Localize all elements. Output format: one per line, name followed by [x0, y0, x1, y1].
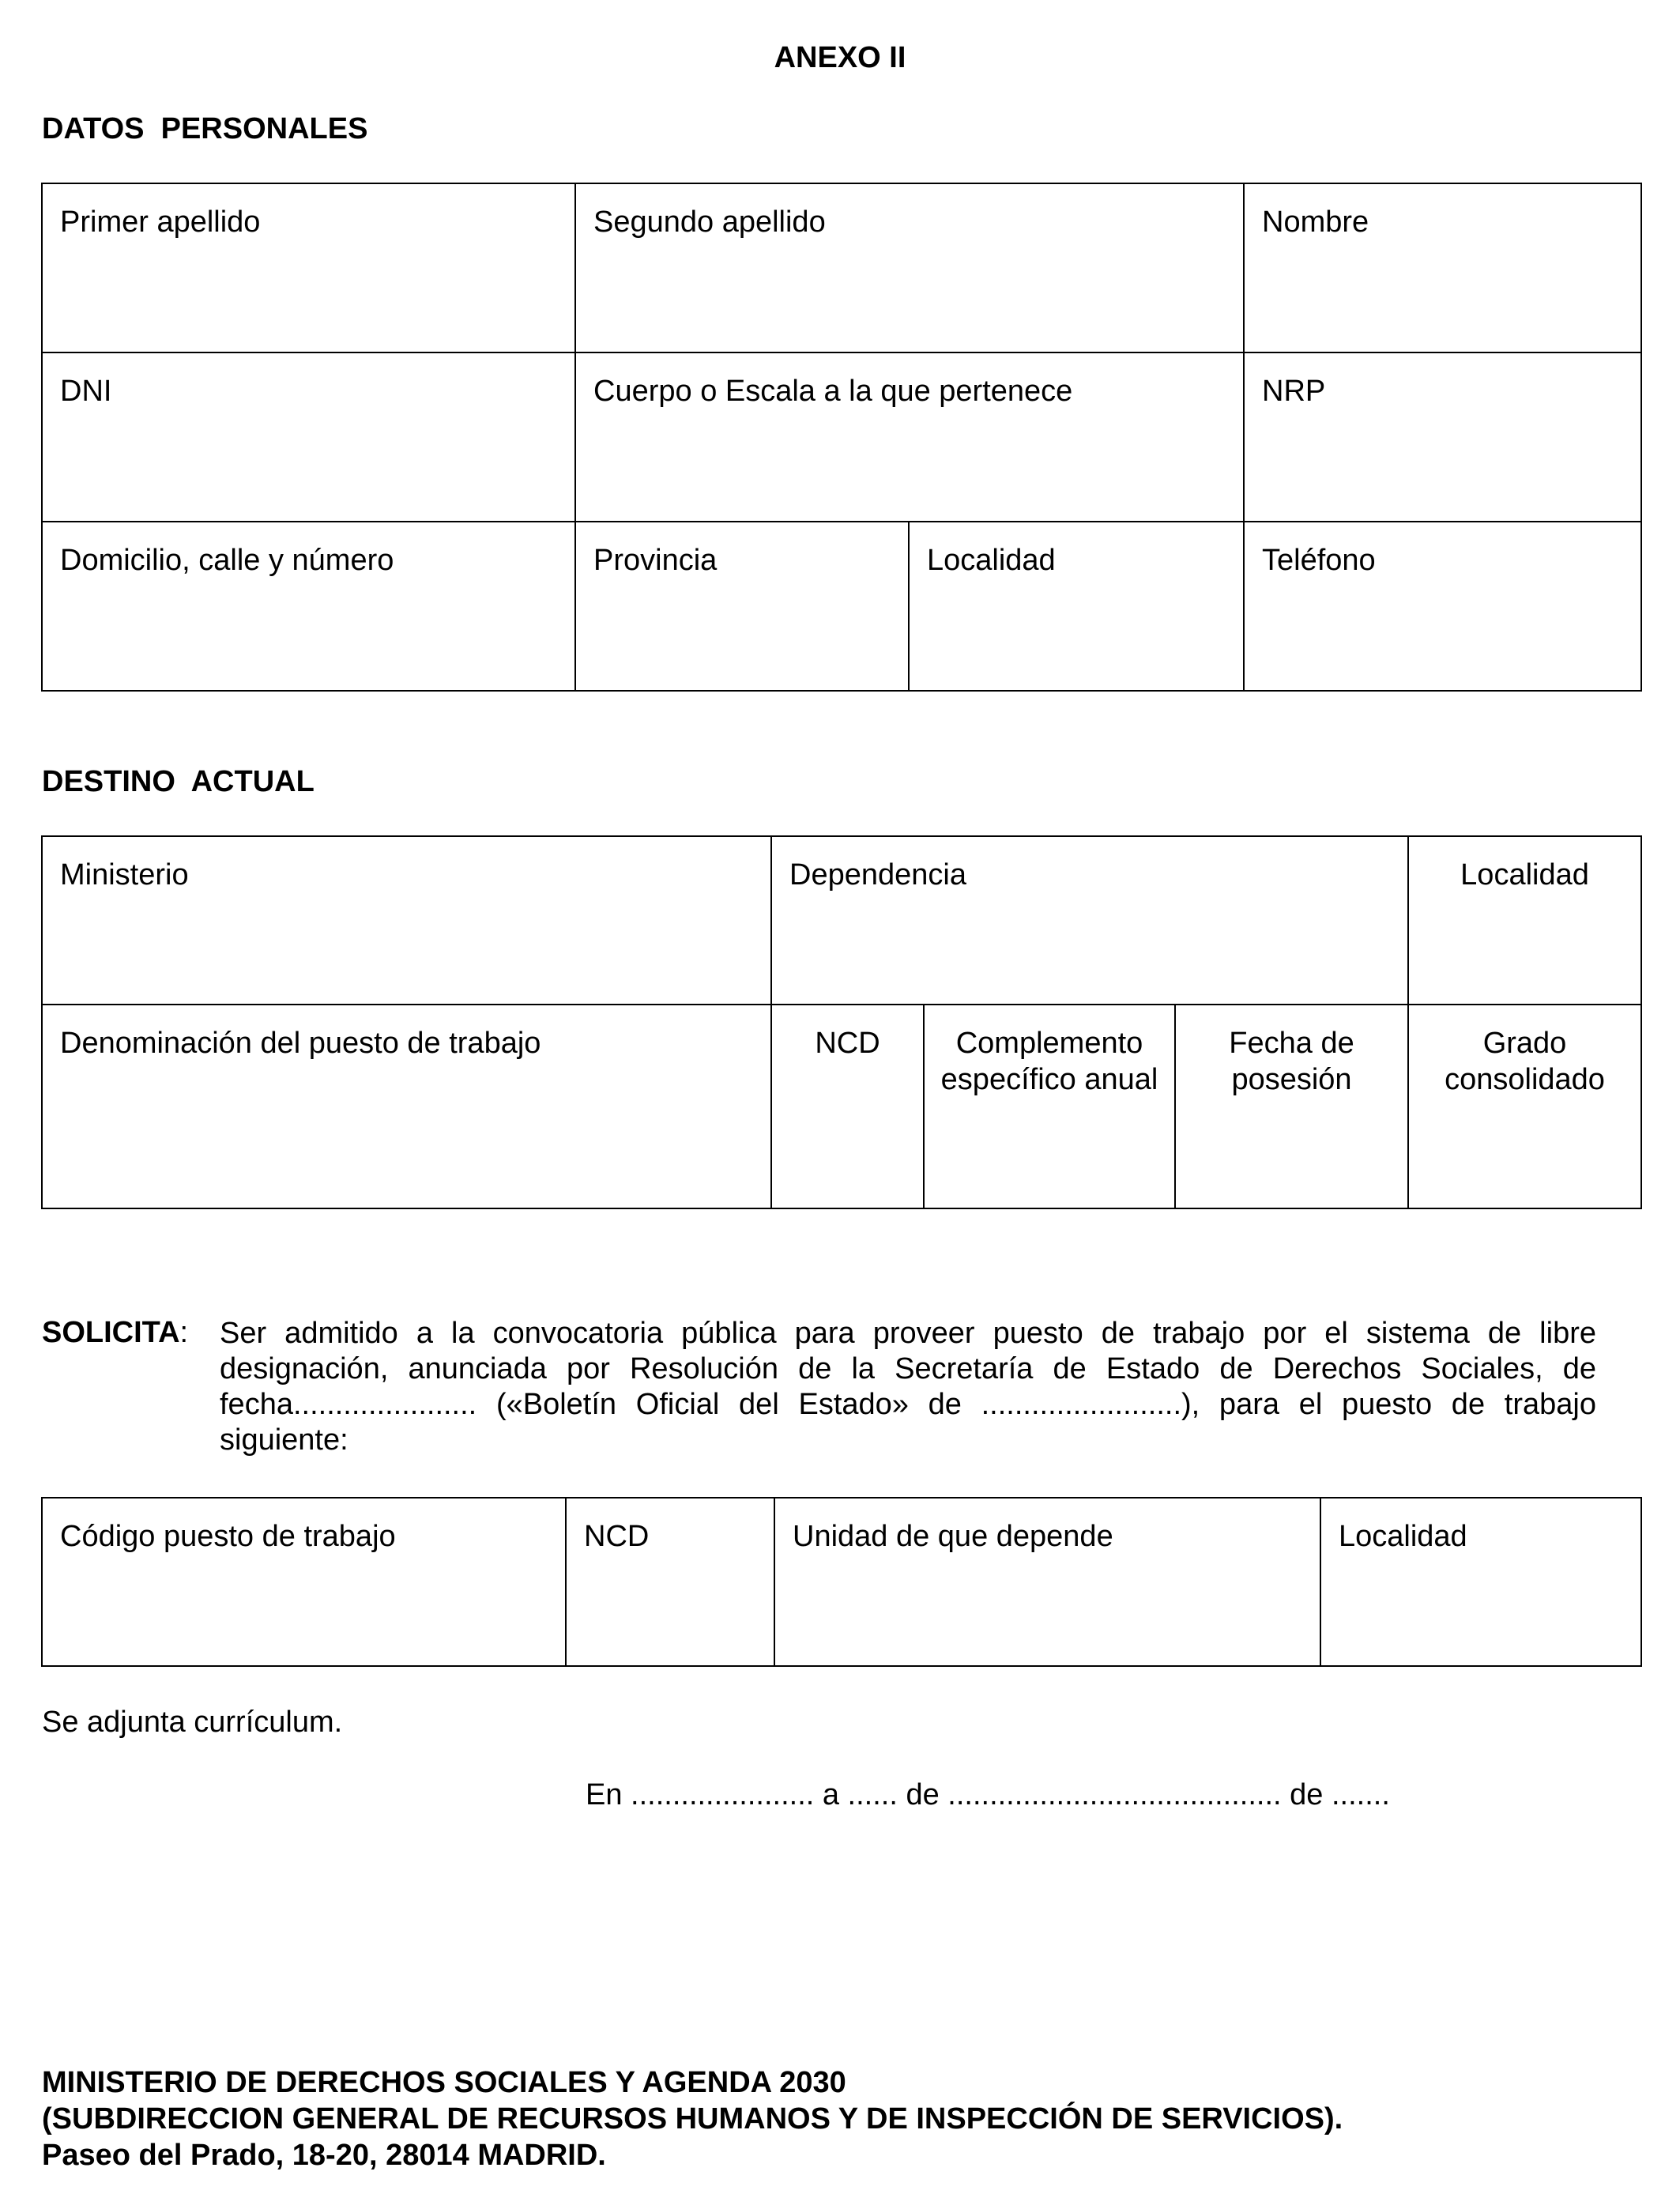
dependencia-field[interactable]: Dependencia — [771, 836, 1408, 1005]
table-row — [42, 522, 1641, 691]
document-title: ANEXO II — [774, 41, 906, 74]
datos-personales-table — [41, 183, 1642, 692]
primer-apellido-field[interactable]: Primer apellido — [42, 183, 575, 352]
localidad-solicitado-field[interactable]: Localidad — [1320, 1498, 1641, 1666]
table-row — [42, 352, 1641, 522]
solicita-label-text: SOLICITA — [42, 1316, 180, 1349]
localidad-actual-field[interactable]: Localidad — [1408, 836, 1641, 1005]
solicita-label — [42, 1316, 188, 1350]
solicita-text: Ser admitido a la convocatoria pública para proveer puesto de trabajo por el sistema de libre designación, anunciada por Resolución de la Secretaría de Estado de Derechos Sociales, de fecha...................... («Boletín Oficial del Estado» de ........................), para el puesto de trabajo siguiente: — [220, 1317, 1596, 1457]
telefono-field[interactable]: Teléfono — [1244, 522, 1641, 691]
grado-consolidado-field[interactable]: Grado consolidado — [1408, 1005, 1641, 1208]
denominacion-puesto-field[interactable]: Denominación del puesto de trabajo — [42, 1005, 771, 1208]
cuerpo-escala-field[interactable]: Cuerpo o Escala a la que pertenece — [575, 352, 1244, 522]
nombre-field[interactable]: Nombre — [1244, 183, 1641, 352]
ncd-solicitado-field[interactable]: NCD — [566, 1498, 774, 1666]
unidad-depende-field[interactable]: Unidad de que depende — [774, 1498, 1320, 1666]
fecha-posesion-field[interactable]: Fecha de posesión — [1175, 1005, 1408, 1208]
footer-subdirection: (SUBDIRECCION GENERAL DE RECURSOS HUMANOS Y DE INSPECCIÓN DE SERVICIOS). — [42, 2102, 1343, 2136]
footer-street: Paseo del Prado, 18-20, 28014 MADRID. — [42, 2139, 606, 2172]
footer-address — [42, 2064, 1343, 2173]
complemento-especifico-field[interactable]: Complemento específico anual — [924, 1005, 1175, 1208]
table-row — [42, 836, 1641, 1005]
table-row — [42, 1005, 1641, 1208]
codigo-puesto-field[interactable]: Código puesto de trabajo — [42, 1498, 566, 1666]
solicita-colon: : — [179, 1316, 189, 1349]
provincia-field[interactable]: Provincia — [575, 522, 909, 691]
puesto-solicitado-table — [41, 1497, 1642, 1667]
ncd-actual-field[interactable]: NCD — [771, 1005, 924, 1208]
fecha-lugar-line: En ...................... a ...... de ........................................ de ....... — [586, 1778, 1390, 1811]
nrp-field[interactable]: NRP — [1244, 352, 1641, 522]
datos-personales-heading: DATOS PERSONALES — [42, 112, 368, 145]
adjunta-curriculum: Se adjunta currículum. — [42, 1706, 343, 1739]
localidad-field[interactable]: Localidad — [909, 522, 1244, 691]
ministerio-field[interactable]: Ministerio — [42, 836, 771, 1005]
destino-actual-table — [41, 835, 1642, 1209]
footer-ministry: MINISTERIO DE DERECHOS SOCIALES Y AGENDA 2030 — [42, 2066, 846, 2099]
table-row — [42, 1498, 1641, 1666]
destino-actual-heading: DESTINO ACTUAL — [42, 765, 315, 798]
dni-field[interactable]: DNI — [42, 352, 575, 522]
segundo-apellido-field[interactable]: Segundo apellido — [575, 183, 1244, 352]
table-row — [42, 183, 1641, 352]
domicilio-field[interactable]: Domicilio, calle y número — [42, 522, 575, 691]
